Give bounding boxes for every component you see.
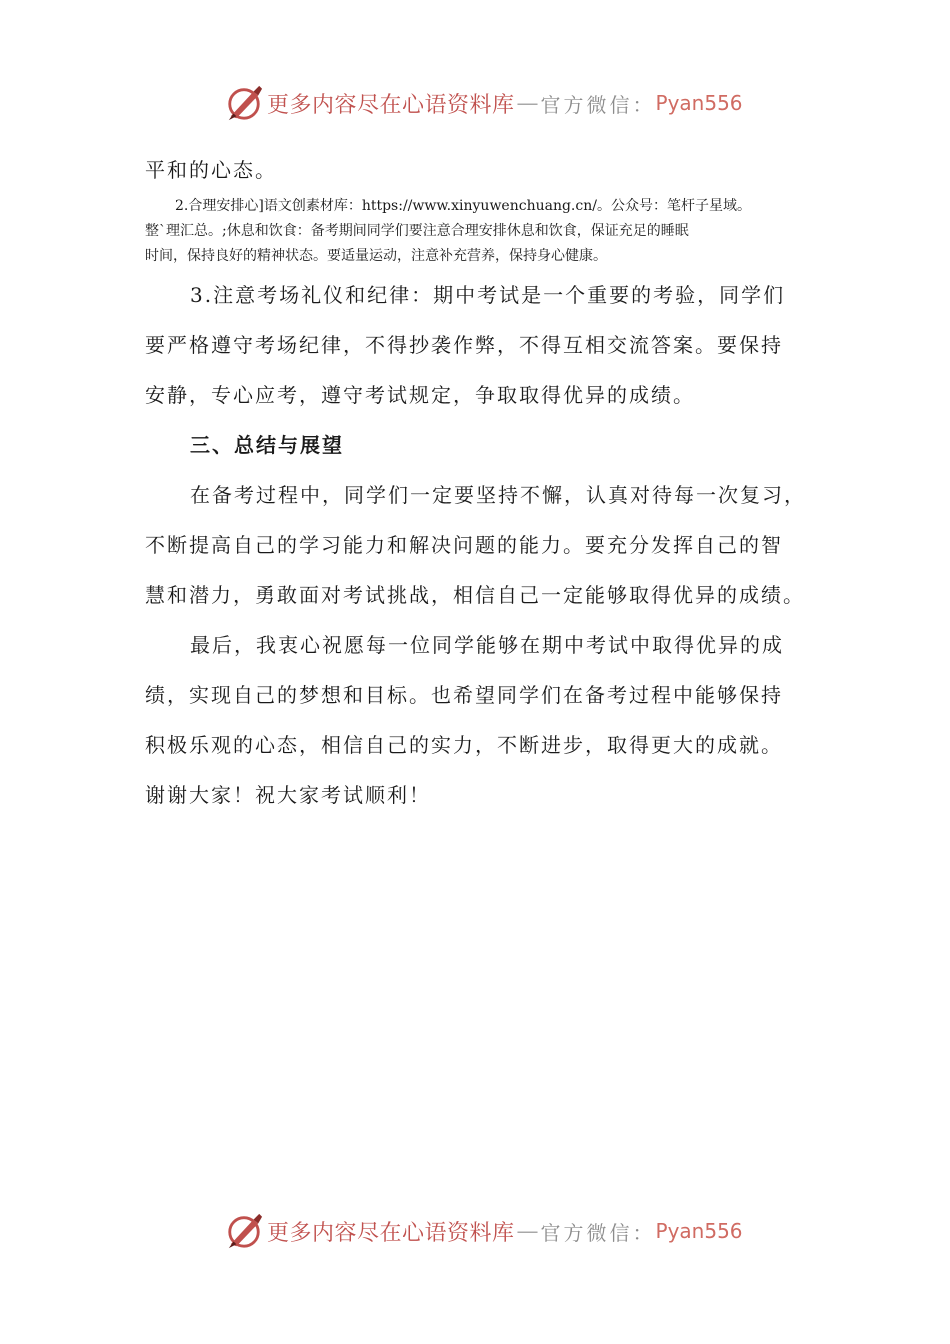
banner-wechat-label: 官方微信： (540, 92, 656, 117)
small-paragraph-line: 时间，保持良好的精神状态。要适量运动，注意补充营养，保持身心健康。 (145, 248, 607, 264)
paragraph-line: 积极乐观的心态，相信自己的实力，不断进步，取得更大的成就。 (145, 733, 783, 757)
paragraph-line: 谢谢大家！祝大家考试顺利！ (145, 783, 431, 807)
paragraph-line: 安静，专心应考，遵守考试规定，争取取得优异的成绩。 (145, 383, 695, 407)
header-banner (225, 80, 743, 126)
paragraph-line: 绩，实现自己的梦想和目标。也希望同学们在备考过程中能够保持 (145, 683, 783, 707)
banner-wechat-id: Pyan556 (655, 91, 743, 115)
banner-wechat-id: Pyan556 (655, 1219, 743, 1243)
paragraph-line: 最后，我衷心祝愿每一位同学能够在期中考试中取得优异的成 (190, 633, 784, 657)
pen-logo-icon (225, 1212, 263, 1250)
text-line: 平和的心态。 (145, 158, 277, 182)
banner-dash: — (516, 1218, 539, 1244)
banner-dash: — (516, 90, 539, 116)
banner-title: 更多内容尽在心语资料库 (267, 1220, 515, 1246)
small-paragraph-line: 2.合理安排心]语文创素材库：https://www.xinyuwenchuang.cn/。公众号：笔杆子星域。 (175, 198, 751, 214)
small-paragraph-line: 整`理汇总。;休息和饮食：备考期间同学们要注意合理安排休息和饮食，保证充足的睡眠 (145, 223, 689, 239)
paragraph-line: 不断提高自己的学习能力和解决问题的能力。要充分发挥自己的智 (145, 533, 783, 557)
section-heading: 三、总结与展望 (190, 433, 344, 457)
paragraph-line: 3.注意考场礼仪和纪律：期中考试是一个重要的考验，同学们 (190, 283, 786, 307)
pen-logo-icon (225, 84, 263, 122)
paragraph-line: 要严格遵守考场纪律，不得抄袭作弊，不得互相交流答案。要保持 (145, 333, 783, 357)
footer-banner (225, 1208, 743, 1254)
banner-wechat-label: 官方微信： (540, 1220, 656, 1245)
banner-title: 更多内容尽在心语资料库 (267, 92, 515, 118)
paragraph-line: 慧和潜力，勇敢面对考试挑战，相信自己一定能够取得优异的成绩。 (145, 583, 805, 607)
paragraph-line: 在备考过程中，同学们一定要坚持不懈，认真对待每一次复习， (190, 483, 806, 507)
